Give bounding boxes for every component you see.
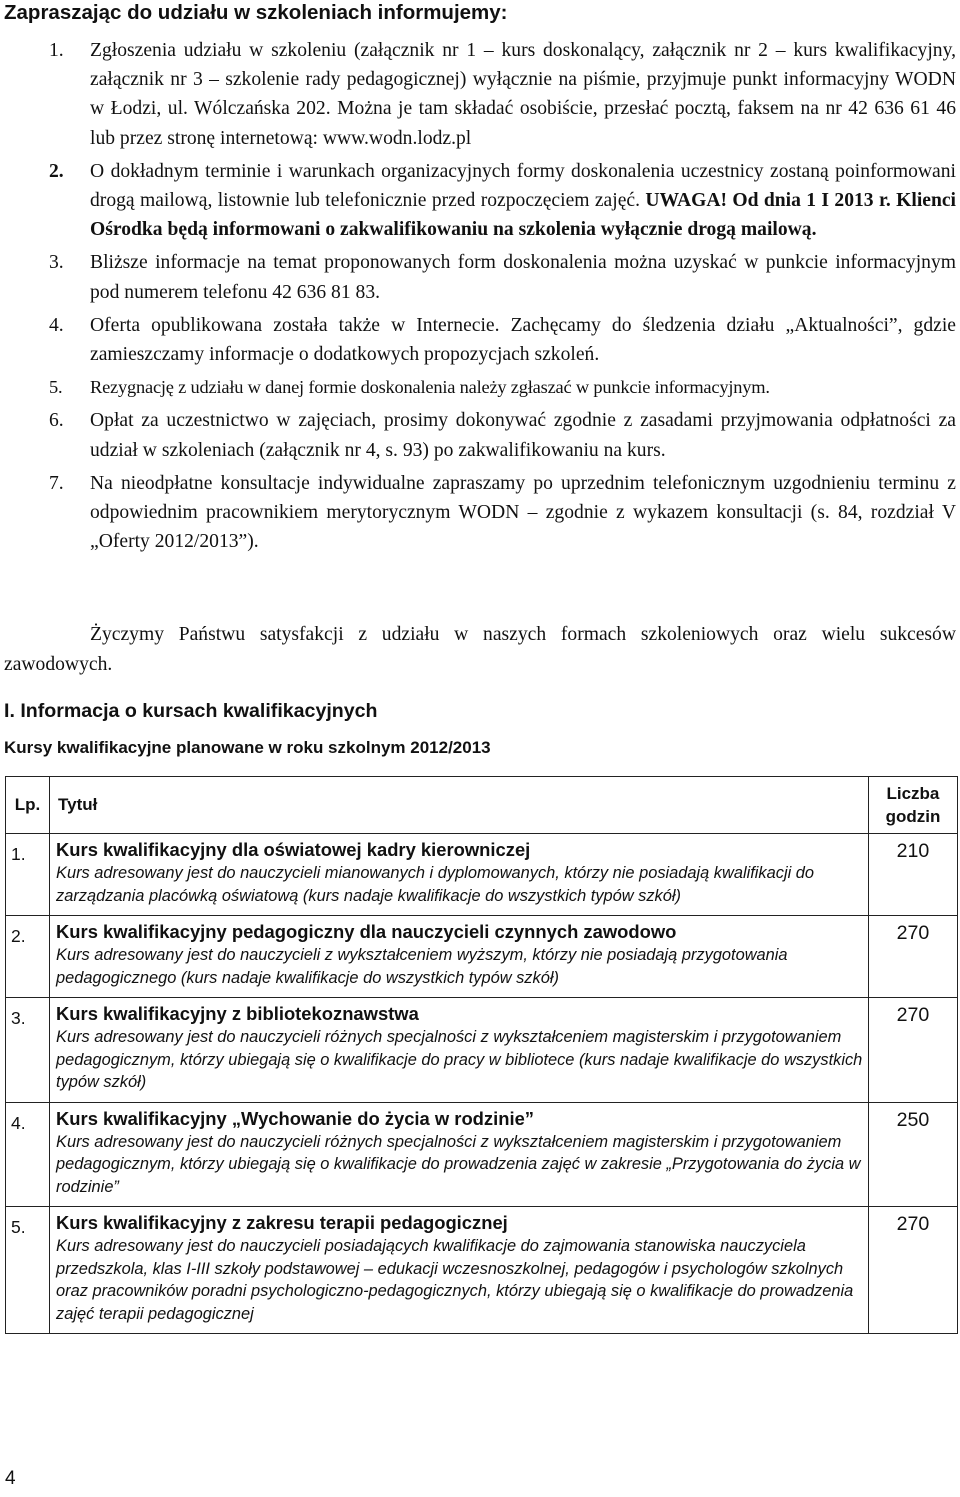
course-cell [50, 834, 869, 916]
table-row [6, 834, 958, 916]
course-description: Kurs adresowany jest do nauczycieli różnych specjalności z wykształceniem magisterskim i przygotowaniem pedagogicznym, którzy ubiegają się o kwalifikacje do prowadzenia zajęć w zakresie „Przygotowania do życia w rodzinie” [56, 1132, 861, 1196]
course-cell [50, 916, 869, 998]
page-heading: Zapraszając do udziału w szkoleniach informujemy: [4, 1, 508, 24]
row-number: 4. [6, 1102, 50, 1207]
course-hours: 210 [868, 834, 957, 916]
header-lp: Lp. [6, 777, 50, 834]
list-item-text: Zgłoszenia udziału w szkoleniu (załącznik nr 1 – kurs doskonalący, załącznik nr 2 – kurs kwalifikacyjny, załącznik nr 3 – szkolenie rady pedagogicznej) wyłącznie na piśmie, przyjmuje punkt informacyjny WODN w Łodzi, ul. Wólczańska 202. Można je tam składać osobiście, przesłać pocztą, faksem na nr 42 636 61 46 lub przez stronę internetową: www.wodn.lodz.pl [90, 40, 956, 149]
table-row [6, 1102, 958, 1207]
list-item-number: 4. [49, 314, 64, 336]
list-item-text: Na nieodpłatne konsultacje indywidualne zapraszamy po uprzednim telefonicznym uzgodnieniu terminu z odpowiednim pracownikiem merytorycznym WODN – zgodnie z wykazem konsultacji (s. 84, rozdział V „Oferty 2012/2013”). [90, 472, 956, 553]
list-item-number: 5. [49, 377, 63, 398]
row-number: 2. [6, 916, 50, 998]
list-item [0, 373, 960, 402]
course-name: Kurs kwalifikacyjny „Wychowanie do życia w rodzinie” [56, 1107, 534, 1129]
list-item [0, 36, 960, 153]
list-item [0, 248, 960, 306]
course-hours: 250 [868, 1102, 957, 1207]
row-number: 5. [6, 1207, 50, 1334]
list-item [0, 406, 960, 464]
course-hours: 270 [868, 998, 957, 1103]
row-number: 1. [6, 834, 50, 916]
list-item-text: Opłat za uczestnictwo w zajęciach, prosimy dokonywać zgodnie z zasadami przyjmowania odpłatności za udział w szkoleniach (załącznik nr 4, s. 93) po zakwalifikowaniu na kurs. [90, 410, 956, 461]
table-row [6, 998, 958, 1103]
header-title: Tytuł [50, 777, 869, 834]
list-item-number: 2. [49, 160, 64, 182]
list-item-number: 1. [49, 40, 64, 61]
course-description: Kurs adresowany jest do nauczycieli mianowanych i dyplomowanych, którzy nie posiadają kwalifikacji do zarządzania placówką oświatową (kurs nadaje kwalifikacje do wszystkich typów szkół) [56, 864, 815, 905]
list-item-number: 6. [49, 410, 64, 432]
list-item-text: Bliższe informacje na temat proponowanych form doskonalenia można uzyskać w punkcie informacyjnym pod numerem telefonu 42 636 81 83. [90, 252, 956, 303]
course-description: Kurs adresowany jest do nauczycieli z wykształceniem wyższym, którzy nie posiadają przygotowania pedagogicznego (kurs nadaje kwalifikacje do wszystkich typów szkół) [56, 946, 788, 987]
course-table [5, 776, 958, 1334]
table-row [6, 1207, 958, 1334]
course-cell [50, 1207, 869, 1334]
course-hours: 270 [868, 1207, 957, 1334]
list-item-number: 3. [49, 252, 64, 274]
table-header-row [6, 777, 958, 834]
course-cell [50, 998, 869, 1103]
course-hours: 270 [868, 916, 957, 998]
list-item-text: Rezygnację z udziału w danej formie doskonalenia należy zgłaszać w punkcie informacyjnym. [90, 377, 770, 398]
closing-paragraph: Życzymy Państwu satysfakcji z udziału w naszych formach szkoleniowych oraz wielu sukcesów zawodowych. [4, 624, 956, 675]
list-item [0, 157, 960, 245]
course-cell [50, 1102, 869, 1207]
page-number: 4 [5, 1468, 16, 1489]
course-name: Kurs kwalifikacyjny z zakresu terapii pedagogicznej [56, 1212, 508, 1233]
header-hours: Liczba godzin [868, 777, 957, 834]
course-name: Kurs kwalifikacyjny pedagogiczny dla nauczycieli czynnych zawodowo [56, 921, 677, 942]
row-number: 3. [6, 998, 50, 1103]
list-item-notice: UWAGA! Od dnia 1 I 2013 r. Klienci Ośrodka będą informowani o zakwalifikowaniu na szkolenia wyłącznie drogą mailową. [90, 190, 956, 241]
section-title: I. Informacja o kursach kwalifikacyjnych [4, 700, 378, 722]
list-item-text: Oferta opublikowana została także w Internecie. Zachęcamy do śledzenia działu „Aktualności”, gdzie zamieszczamy informacje o dodatkowych propozycjach szkoleń. [90, 314, 956, 366]
table-row [6, 916, 958, 998]
course-name: Kurs kwalifikacyjny z bibliotekoznawstwa [56, 1003, 419, 1024]
list-item-text: O dokładnym terminie i warunkach organizacyjnych formy doskonalenia uczestnicy zostaną poinformowani drogą mailową, listownie lub telefonicznie przed rozpoczęciem zajęć. [90, 160, 956, 212]
list-item-number: 7. [49, 472, 64, 494]
list-item [0, 311, 960, 369]
section-subtitle: Kursy kwalifikacyjne planowane w roku szkolnym 2012/2013 [4, 738, 491, 757]
course-description: Kurs adresowany jest do nauczycieli posiadających kwalifikacje do zajmowania stanowiska nauczyciela przedszkola, klas I-III szkoły podstawowej – edukacji wczesnoszkolnej, pedagogów i psychologów szkolnych oraz pracowników poradni psychologiczno-pedagogicznych, którzy ubiegają się o kwalifikacje do prowadzenia zajęć terapii pedagogicznej [56, 1237, 854, 1323]
info-list [0, 36, 960, 560]
list-item [0, 469, 960, 557]
course-description: Kurs adresowany jest do nauczycieli różnych specjalności z wykształceniem magisterskim i przygotowaniem pedagogicznym, którzy ubiegają się o kwalifikacje do pracy w bibliotece (kurs nadaje kwalifikacje do wszystkich typów szkół) [56, 1028, 863, 1091]
course-name: Kurs kwalifikacyjny dla oświatowej kadry kierowniczej [56, 839, 531, 860]
